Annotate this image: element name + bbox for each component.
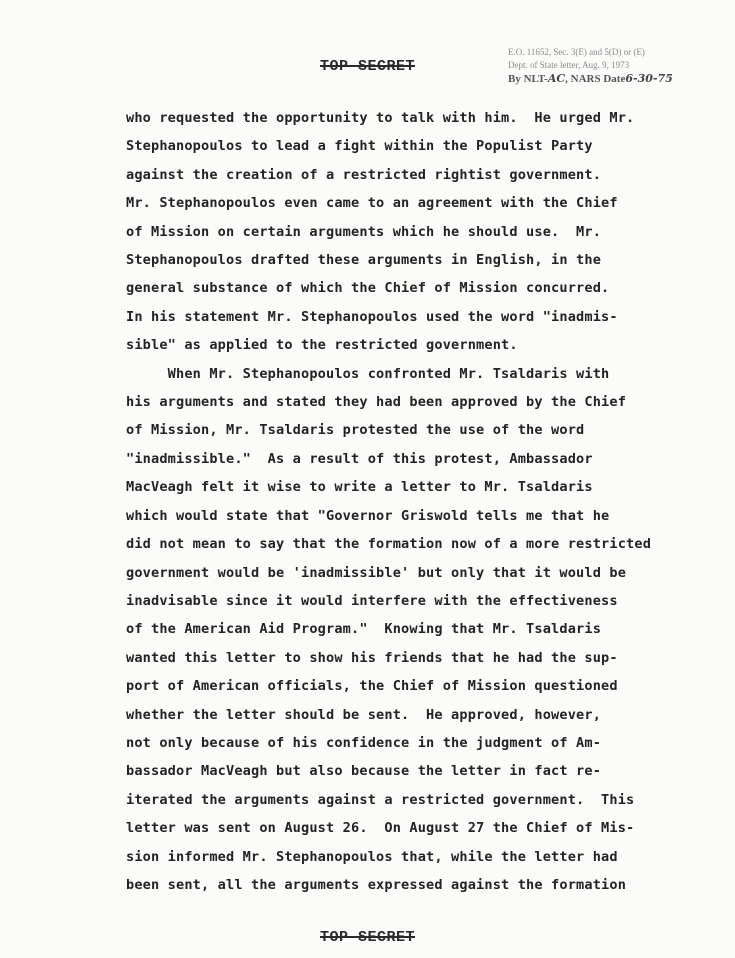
body-line: which would state that "Governor Griswold tells me that he xyxy=(126,507,610,524)
body-line: did not mean to say that the formation now of a more restricted xyxy=(126,536,652,553)
body-line: his arguments and stated they had been approved by the Chief xyxy=(126,394,627,411)
declass-date: 6-30-75 xyxy=(625,72,673,85)
declass-initials: AC xyxy=(547,72,566,85)
body-line: letter was sent on August 26. On August 27 the Chief of Mis- xyxy=(126,820,635,837)
body-line: wanted this letter to show his friends that he had the sup- xyxy=(126,649,618,666)
body-line: sion informed Mr. Stephanopoulos that, while the letter had xyxy=(126,848,618,865)
body-line: sible" as applied to the restricted government. xyxy=(126,337,518,354)
declass-nars-label: , NARS Date xyxy=(565,73,626,85)
body-line: "inadmissible." As a result of this protest, Ambassador xyxy=(126,450,593,467)
body-line: Stephanopoulos drafted these arguments in English, in the xyxy=(126,252,602,269)
document-body xyxy=(126,104,686,899)
body-line: When Mr. Stephanopoulos confronted Mr. Tsaldaris with xyxy=(126,365,610,382)
body-line: general substance of which the Chief of Mission concurred. xyxy=(126,280,610,297)
body-line: In his statement Mr. Stephanopoulos used the word "inadmis- xyxy=(126,308,618,325)
body-line: of Mission on certain arguments which he should use. Mr. xyxy=(126,223,602,240)
body-line: inadvisable since it would interfere with the effectiveness xyxy=(126,592,618,609)
declass-stamp-line-1: E.O. 11652, Sec. 3(E) and 5(D) or (E) xyxy=(508,47,645,57)
body-line: government would be 'inadmissible' but only that it would be xyxy=(126,564,627,581)
body-line: been sent, all the arguments expressed against the formation xyxy=(126,876,627,893)
body-line: against the creation of a restricted rightist government. xyxy=(126,166,602,183)
footer-classification-text: TOP SECRET xyxy=(319,929,415,946)
body-line: of the American Aid Program." Knowing that Mr. Tsaldaris xyxy=(126,621,602,638)
body-line: not only because of his confidence in the judgment of Am- xyxy=(126,734,602,751)
body-line: of Mission, Mr. Tsaldaris protested the use of the word xyxy=(126,422,585,439)
body-line: port of American officials, the Chief of Mission questioned xyxy=(126,678,618,695)
body-line: iterated the arguments against a restricted government. This xyxy=(126,791,635,808)
declass-by-label: By NLT- xyxy=(508,73,548,85)
declass-stamp-line-2: Dept. of State letter, Aug. 9, 1973 xyxy=(508,60,630,70)
body-line: whether the letter should be sent. He approved, however, xyxy=(126,706,602,723)
body-line: who requested the opportunity to talk with him. He urged Mr. xyxy=(126,110,635,126)
declassification-stamp xyxy=(508,46,728,86)
body-line: MacVeagh felt it wise to write a letter to Mr. Tsaldaris xyxy=(126,479,593,496)
body-line: bassador MacVeagh but also because the letter in fact re- xyxy=(126,763,602,780)
footer-classification-marking xyxy=(0,929,735,946)
header-classification-text: TOP SECRET xyxy=(319,58,415,75)
declass-stamp-line-3 xyxy=(508,72,728,86)
body-line: Stephanopoulos to lead a fight within the Populist Party xyxy=(126,138,593,155)
body-line: Mr. Stephanopoulos even came to an agreement with the Chief xyxy=(126,195,618,212)
